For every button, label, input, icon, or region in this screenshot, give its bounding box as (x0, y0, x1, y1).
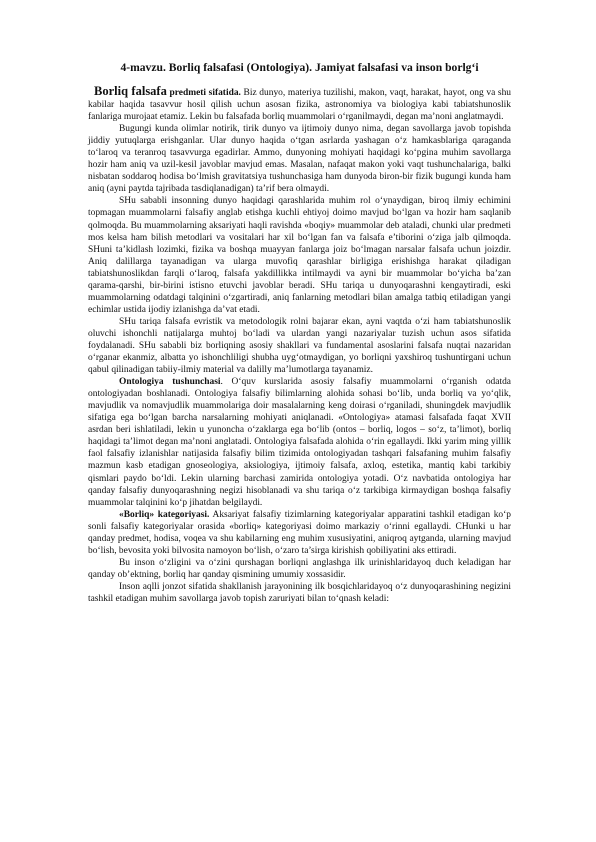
closing-paragraph-2: Inson aqlli jonzot sifatida shakllanish jarayonining ilk bosqichlaridayoq o‘z dunyoqarashining negizini tashkil etadigan muhim savollarga javob topish zaruriyati bilan to‘qnash keladi: (88, 581, 511, 604)
intro-text: Biz dunyo, materiya tuzilishi, makon, vaqt, harakat, hayot, ong va shu kabilar haqida tasavvur hosil qilish uchun asosan fizika, astronomiya va biologiya kabi tabiatshunoslik fanlariga murojaat etamiz. Lekin bu falsafada borliq muammolari o‘rganilmaydi, degan ma’noni anglatmaydi. (88, 88, 512, 123)
ontology-heading: Ontologiya tushunchasi (119, 377, 221, 388)
paragraph-3: SHu tariqa falsafa evristik va metodologik rolni bajarar ekan, ayni vaqtda o‘zi ham tabiatshunoslik oluvchi ishonchli natijalarga muhtoj bo‘ladi va ulardan yangi nazariyalar tuzish uchun asos sifatida foydalanadi. SHu sababli biz borliqning asosiy shakllari va fundamental asoslarini falsafa nuqtai nazaridan o‘rganar ekanmiz, albatta yo ishonchliligi shubha uyg‘otmaydigan, yo borliqni yaxshiroq tushuntirgani uchun qabul qilinadigan tabiiy-ilmiy material va dalilly ma’lumotlarga tayanamiz. (88, 316, 511, 376)
paragraph-1: Bugungi kunda olimlar notirik, tirik dunyo va ijtimoiy dunyo nima, degan savollarga javob topishda jiddiy yutuqlarga erishganlar. Ular dunyo haqida o‘tgan asrlarda yashagan o‘z hamkasblariga qaraganda to‘laroq va teranroq tasavvurga egadirlar. Ammo, dunyoning mohiyati haqidagi ko‘pgina muhim savollarga hozir ham aniq va uzil-kesil javoblar mavjud emas. Masalan, nafaqat makon yoki vaqt tushunchalariga, balki nisbatan soddaroq hodisa bo‘lmish gravitatsiya tushunchasiga ham dunyoda biron-bir fizik bugungi kunda ham aniq (ayni paytda tajribada tasdiqlanadigan) ta’rif bera olmaydi. (88, 124, 511, 195)
category-text: Aksariyat falsafiy tizimlarning kategoriyalar apparatini tashkil etadigan ko‘p sonli falsafiy kategoriyalar orasida «borliq» kategoriyasi doimo markaziy o‘rinni egallaydi. CHunki u har qanday predmet, hodisa, voqea va shu kabilarning eng muhim xususiyatini, aniqroq aytganda, ularning mavjud bo‘lish, bevosita yoki bilvosita namoyon bo‘lish, o‘zaro ta’sirga kirishish qobiliyatini aks ettiradi. (88, 509, 511, 556)
page-title: 4-mavzu. Borliq falsafasi (Ontologiya). Jamiyat falsafasi va inson borlg‘i (120, 61, 479, 74)
section-heading-sub: predmeti sifatida. (169, 88, 241, 98)
section-heading: Borliq falsafa (94, 84, 167, 98)
ontology-paragraph (88, 376, 511, 509)
intro-paragraph (88, 85, 511, 123)
category-heading: «Borliq» kategoriyasi. (119, 509, 210, 520)
ontology-text: . O‘quv kurslarida asosiy falsafiy muammolarni o‘rganish odatda ontologiyadan boshlanadi. Ontologiya falsafiy bilimlarning alohida sohasi bo‘lib, unda borliq va yo‘qlik, mavjudlik va nomavjudlik muammolariga doir masalalarning keng doirasi o‘rganiladi, shuningdek mavjudlik sifatiga ega bo‘lgan barcha narsalarning mohiyati aniqlanadi. «Ontologiya» atamasi falsafada faqat XVII asrdan beri ishlatiladi, lekin u yunoncha o‘zaklarga ega bo‘lib (ontos – borliq, logos – so‘z, ta’limot), borliq haqidagi ta’limot degan ma’noni anglatadi. Ontologiya falsafada alohida o‘rin egallaydi. Ikki yarim ming yillik faol falsafiy izlanishlar natijasida falsafiy bilim tizimida ontologiyadan tashqari falsafaning muhim falsafiy mazmun kasb etadigan gnoseologiya, aksiologiya, ijtimoiy falsafa, axloq, estetika, mantiq kabi tarkibiy qismlari paydo bo‘ldi. Lekin ularning barchasi zamirida ontologiya yotadi. O‘z navbatida ontologiya har qanday falsafiy dunyoqarashning negizi hisoblanadi va shu tariqa o‘z tarkibiga kirmaydigan boshqa falsafiy muammolar talqinini ko‘p jihatdan belgilaydi. (88, 377, 511, 508)
category-paragraph (88, 509, 511, 557)
closing-paragraph-1: Bu inson o‘zligini va o‘zini qurshagan borliqni anglashga ilk urinishlaridayoq duch keladigan har qanday ob’ektning, borliq har qanday qismining umumiy xossasidir. (88, 557, 511, 580)
paragraph-2: SHu sababli insonning dunyo haqidagi qarashlarida muhim rol o‘ynaydigan, biroq ilmiy echimini topmagan muammolarni falsafiy anglab etishga kuchli ehtiyoj doimo mavjud bo‘lgan va hozir ham saqlanib qolmoqda. Bu muammolarning aksariyati haqli ravishda «boqiy» muammolar deb ataladi, chunki ular predmeti mos kelsa ham bilish metodlari va vositalari har xil bo‘lgan fan va falsafa e’tiborini o‘ziga jalb qilmoqda. SHuni ta’kidlash lozimki, fizika va boshqa muayyan fanlarga joiz bo‘lmagan narsalar falsafa uchun joizdir. Aniq dalillarga tayanadigan va ularga muvofiq qarashlar birligiga erishishga harakat qiladigan tabiatshunoslikdan farqli o‘laroq, falsafa yakdillikka intilmaydi va ayni bir muammolar bo‘yicha ba’zan qarama-qarshi, bir-birini istisno etuvchi javoblar beradi. SHu tariqa u dunyoqarashni kengaytiradi, eski muammolarning odatdagi talqinini o‘zgartiradi, aniq fanlarning metodlari bilan amalga tatbiq etiladigan yangi echimlar ustida ijodiy izlanishga da’vat etadi. (88, 196, 511, 315)
document-page (88, 60, 511, 605)
